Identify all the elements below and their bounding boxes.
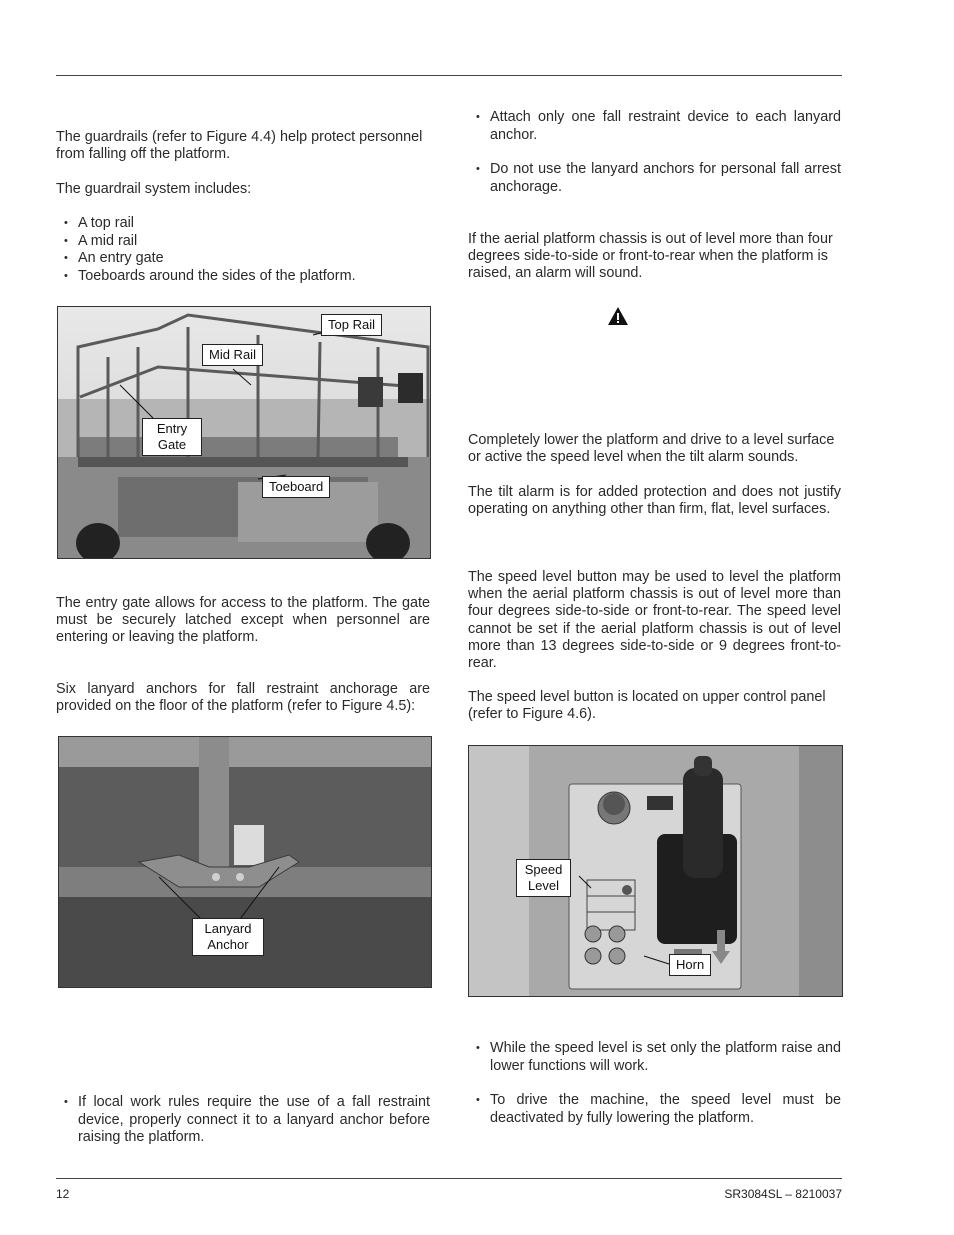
toeboard-callout: Toeboard: [262, 476, 330, 498]
fall-restraint-list: [56, 1094, 430, 1147]
tilt-alarm-paragraph: If the aerial platform chassis is out of level more than four degrees side-to-side or front-to-rear when the platform is raised, an alarm will sound.: [468, 231, 833, 282]
figure-4-5-lanyard-anchor-photo: [58, 736, 432, 988]
figure-4-6-control-panel-photo: [468, 745, 843, 997]
page-number: 12: [56, 1187, 70, 1201]
entry-gate-paragraph: The entry gate allows for access to the platform. The gate must be securely latched except when personnel are entering or leaving the platform.: [56, 595, 430, 646]
speed-level-callout: Speed Level: [516, 859, 571, 897]
list-item: • Toeboards around the sides of the platform.: [56, 268, 430, 286]
list-item: • To drive the machine, the speed level must be deactivated by fully lowering the platform.: [468, 1092, 841, 1127]
guardrail-system-includes: The guardrail system includes:: [56, 181, 252, 197]
document-id: SR3084SL – 8210037: [724, 1187, 842, 1201]
top-rail-callout: Top Rail: [321, 314, 382, 336]
entry-gate-callout: Entry Gate: [142, 418, 202, 456]
speed-level-notes-list: [468, 1040, 841, 1127]
list-item: • Attach only one fall restraint device to each lanyard anchor.: [468, 109, 841, 144]
list-item: • A top rail: [56, 215, 430, 233]
list-item: • If local work rules require the use of a fall restraint device, properly connect it to a lanyard anchor before raising the platform.: [56, 1094, 430, 1147]
lanyard-anchor-callout: Lanyard Anchor: [192, 918, 264, 956]
list-item: • Do not use the lanyard anchors for personal fall arrest anchorage.: [468, 161, 841, 196]
footer-rule: [56, 1178, 842, 1179]
tilt-protection-paragraph: The tilt alarm is for added protection and does not justify operating on anything other than firm, flat, level surfaces.: [468, 484, 841, 518]
header-rule: [56, 75, 842, 76]
figure-4-4-guardrails-photo: [57, 306, 431, 559]
speed-level-button-paragraph: The speed level button may be used to level the platform when the aerial platform chassis is out of level more than four degrees side-to-side or front-to-rear. The speed level cannot be set if the aerial platform chassis is out of level more than 13 degrees side-to-side or 9 degrees front-to-rear.: [468, 569, 841, 672]
list-item: • While the speed level is set only the platform raise and lower functions will work.: [468, 1040, 841, 1075]
list-item: • An entry gate: [56, 250, 430, 268]
warning-triangle-icon: [607, 306, 629, 326]
list-item: • A mid rail: [56, 233, 430, 251]
lower-platform-paragraph: Completely lower the platform and drive to a level surface or active the speed level when the tilt alarm sounds.: [468, 432, 835, 466]
guardrail-components-list: [56, 215, 430, 285]
mid-rail-callout: Mid Rail: [202, 344, 263, 366]
button-location-paragraph: The speed level button is located on upper control panel (refer to Figure 4.6).: [468, 689, 826, 723]
lanyard-anchors-paragraph: Six lanyard anchors for fall restraint anchorage are provided on the floor of the platform (refer to Figure 4.5):: [56, 681, 430, 715]
horn-callout: Horn: [669, 954, 711, 976]
guardrails-intro-paragraph: The guardrails (refer to Figure 4.4) help protect personnel from falling off the platform.: [56, 129, 423, 163]
lanyard-usage-list: [468, 109, 841, 196]
